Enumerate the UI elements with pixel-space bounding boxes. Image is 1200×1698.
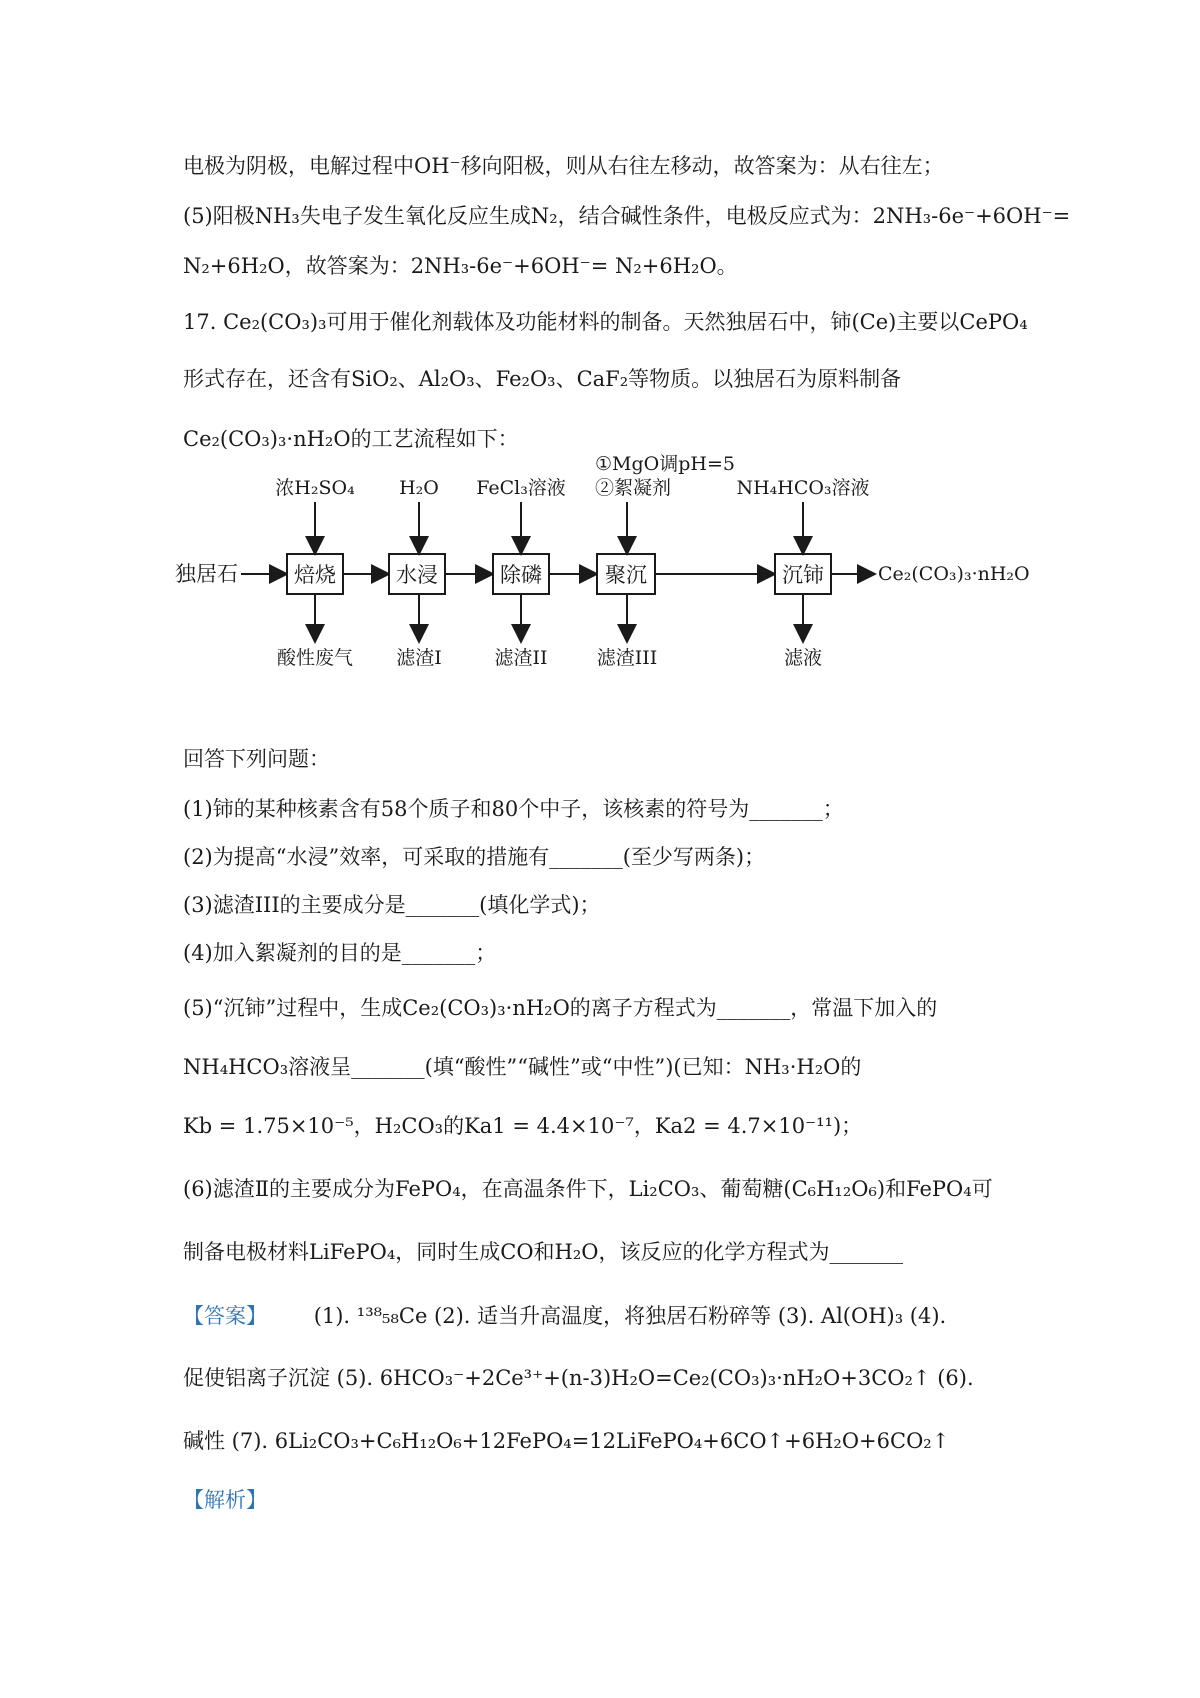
answer-tag: 【答案】 [183, 1304, 267, 1328]
flow-output-label: 滤液 [783, 647, 823, 669]
text-line: NH₄HCO₃溶液呈_______(填“酸性”“碱性”或“中性”)(已知：NH₃·H₂O的 [183, 1055, 862, 1079]
sub-question-4: (4)加入絮凝剂的目的是_______； [183, 941, 497, 965]
sub-question-6: (6)滤渣Ⅱ的主要成分为FePO₄，在高温条件下，Li₂CO₃、葡萄糖(C₆H₁₂O₆)和FePO₄可 [183, 1177, 993, 1201]
flow-output-label: 滤渣I [396, 647, 442, 669]
text-line: 制备电极材料LiFePO₄，同时生成CO和H₂O，该反应的化学方程式为_______ [183, 1240, 904, 1264]
text-line: 形式存在，还含有SiO₂、Al₂O₃、Fe₂O₃、CaF₂等物质。以独居石为原料制备 [183, 367, 902, 391]
answer-line: 碱性 (7). 6Li₂CO₃+C₆H₁₂O₆+12FePO₄=12LiFePO₄+6CO↑+6H₂O+6CO₂↑ [183, 1429, 950, 1453]
text-line: 回答下列问题： [183, 747, 330, 771]
text-line: 电极为阴极，电解过程中OH⁻移向阳极，则从右往左移动，故答案为：从右往左； [183, 154, 944, 178]
sub-question-5: (5)“沉铈”过程中，生成Ce₂(CO₃)₃·nH₂O的离子方程式为_______，常温下加入的 [183, 996, 938, 1020]
answer-line: 促使铝离子沉淀 (5). 6HCO₃⁻+2Ce³⁺+(n-3)H₂O=Ce₂(CO₃)₃·nH₂O+3CO₂↑ (6). [183, 1366, 974, 1390]
flow-input-label: FeCl₃溶液 [476, 477, 566, 499]
flow-output-label: 滤渣III [596, 647, 658, 669]
answer-line [183, 1302, 946, 1330]
flow-step-label: 水浸 [396, 563, 438, 587]
analysis-tag: 【解析】 [183, 1488, 267, 1512]
flow-step-label: 除磷 [500, 563, 542, 587]
sub-question-3: (3)滤渣III的主要成分是_______(填化学式)； [183, 893, 601, 917]
flow-product-label: Ce₂(CO₃)₃·nH₂O [878, 563, 1030, 585]
answer-text: (1). ¹³⁸₅₈Ce (2). 适当升高温度，将独居石粉碎等 (3). Al(OH)₃ (4). [313, 1304, 947, 1328]
flow-step-label: 沉铈 [782, 563, 824, 587]
question-17-intro: 17. Ce₂(CO₃)₃可用于催化剂载体及功能材料的制备。天然独居石中，铈(Ce)主要以CePO₄ [183, 310, 1028, 334]
flow-input-label: ②絮凝剂 [595, 477, 672, 499]
flow-input-label: 浓H₂SO₄ [275, 477, 355, 499]
text-line: (5)阳极NH₃失电子发生氧化反应生成N₂，结合碱性条件，电极反应式为：2NH₃-6e⁻+6OH⁻= [183, 204, 1071, 228]
flow-output-label: 滤渣II [494, 647, 548, 669]
sub-question-1: (1)铈的某种核素含有58个质子和80个中子，该核素的符号为_______； [183, 797, 844, 821]
flow-step-label: 聚沉 [605, 563, 647, 587]
flow-input-label: H₂O [399, 477, 439, 499]
flow-input-label: NH₄HCO₃溶液 [736, 477, 870, 499]
flow-start-label: 独居石 [175, 562, 238, 586]
process-flow-diagram [175, 453, 1085, 708]
text-line: N₂+6H₂O，故答案为：2NH₃-6e⁻+6OH⁻= N₂+6H₂O。 [183, 254, 738, 278]
text-line: Ce₂(CO₃)₃·nH₂O的工艺流程如下： [183, 427, 519, 451]
flow-step-label: 焙烧 [294, 563, 336, 587]
flow-input-label: ①MgO调pH=5 [595, 453, 735, 475]
text-line: Kb = 1.75×10⁻⁵，H₂CO₃的Ka1 = 4.4×10⁻⁷，Ka2 = 4.7×10⁻¹¹)； [183, 1114, 863, 1138]
sub-question-2: (2)为提高“水浸”效率，可采取的措施有_______(至少写两条)； [183, 845, 766, 869]
flow-output-label: 酸性废气 [276, 647, 354, 669]
